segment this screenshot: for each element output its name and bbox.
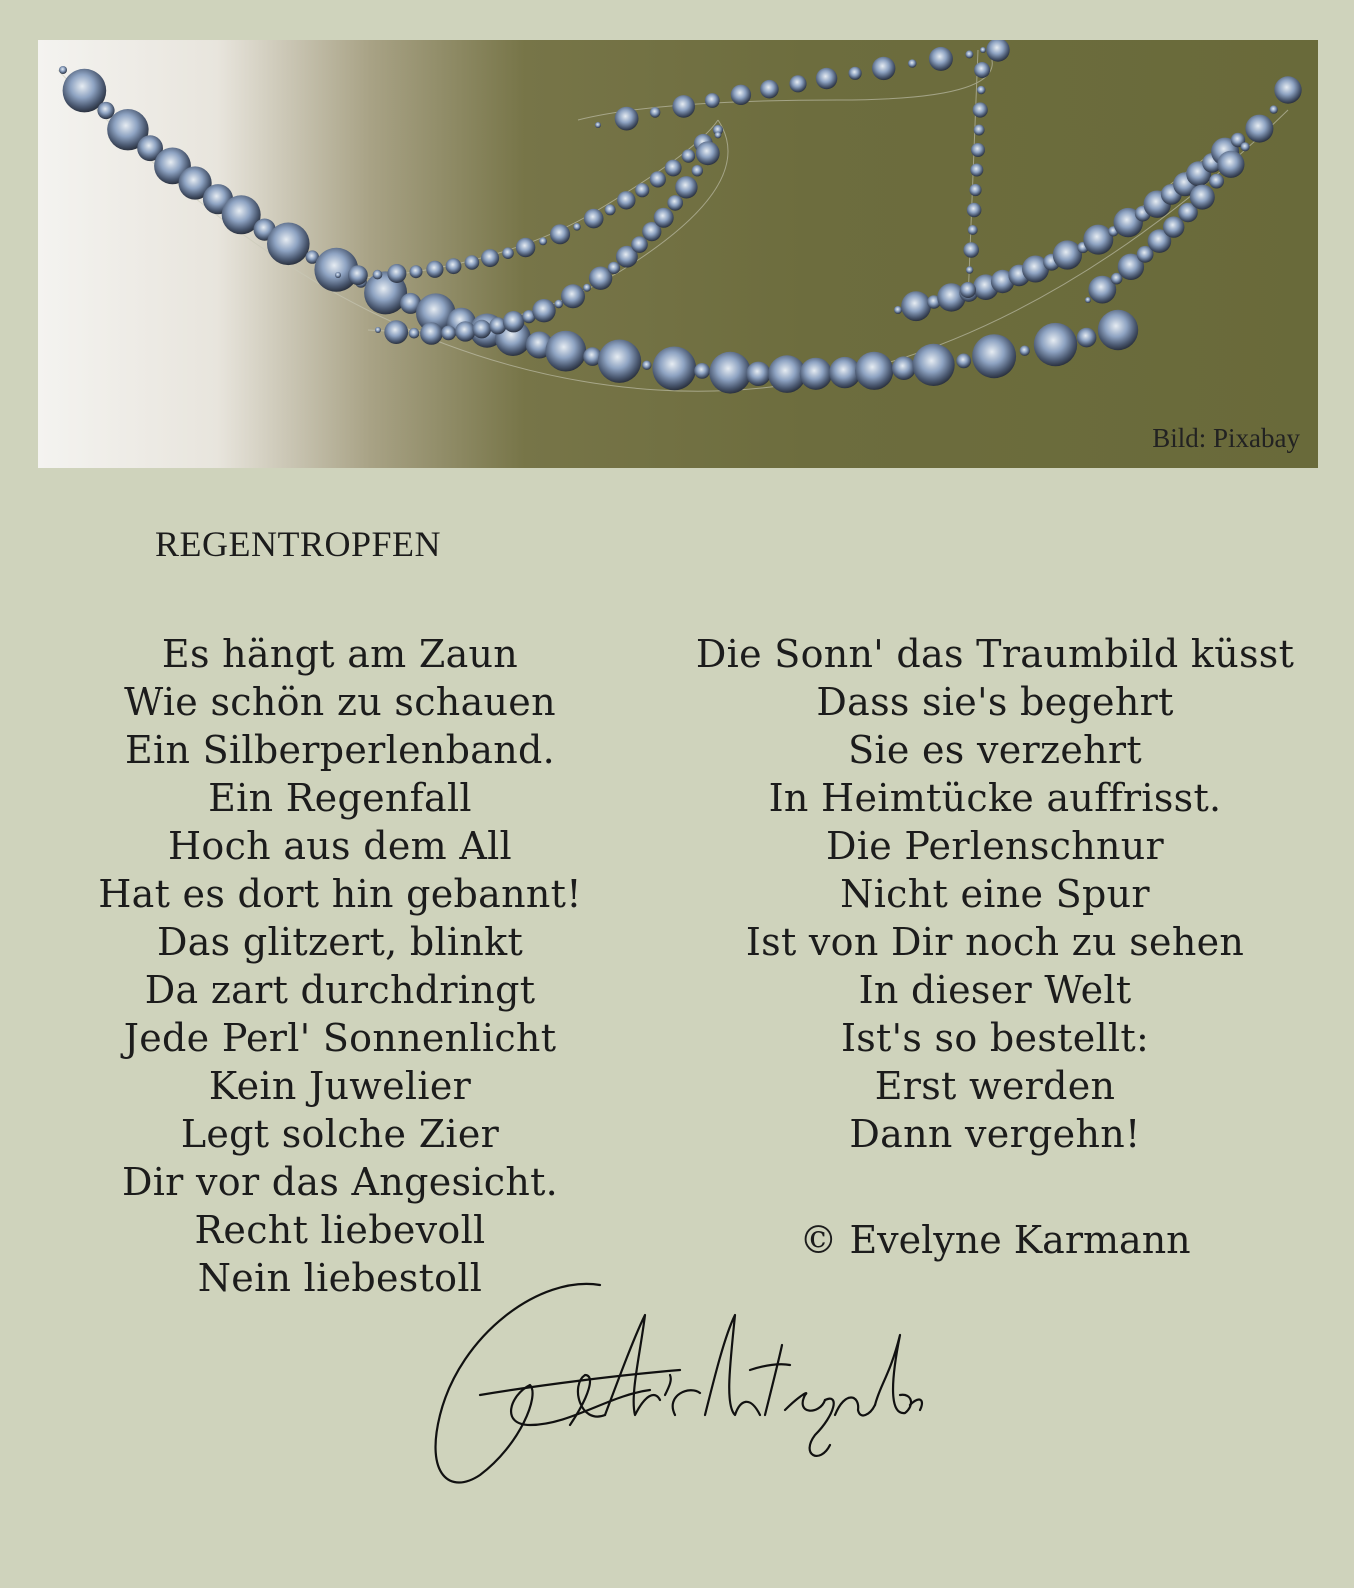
raindrop xyxy=(595,122,601,128)
raindrop xyxy=(969,184,981,196)
raindrop xyxy=(1217,151,1244,178)
poem-line-left: Kein Juwelier xyxy=(208,1064,472,1108)
raindrop xyxy=(855,352,893,390)
photo-credit: Bild: Pixabay xyxy=(1152,423,1300,453)
raindrop xyxy=(1270,105,1278,113)
raindrop xyxy=(516,238,535,257)
raindrop xyxy=(665,160,682,177)
raindrop xyxy=(960,282,976,298)
raindrop xyxy=(965,50,973,58)
raindrop xyxy=(1274,76,1301,103)
raindrop xyxy=(335,272,341,278)
raindrop xyxy=(420,322,443,345)
raindrop xyxy=(465,255,480,270)
raindrop xyxy=(550,224,570,244)
raindrop xyxy=(409,328,420,339)
raindrop xyxy=(554,300,563,309)
raindrop xyxy=(974,125,985,136)
raindrop xyxy=(913,344,955,386)
raindrop xyxy=(929,47,953,71)
raindrop xyxy=(348,265,368,285)
raindrop xyxy=(532,299,555,322)
raindrop xyxy=(441,326,456,341)
raindrop xyxy=(709,352,751,394)
raindrop xyxy=(970,164,983,177)
raindrop xyxy=(672,95,695,118)
poem-line-right: Ist von Dir noch zu sehen xyxy=(745,920,1245,964)
raindrop xyxy=(892,356,916,380)
poem-line-left: Das glitzert, blinkt xyxy=(156,920,524,964)
raindrop xyxy=(667,195,683,211)
poem-line-left: Ein Silberperlenband. xyxy=(124,728,555,772)
poem-line-left: Hat es dort hin gebannt! xyxy=(98,872,582,916)
raindrop xyxy=(789,75,806,92)
raindrop xyxy=(1085,297,1091,303)
raindrop xyxy=(1241,142,1250,151)
raindrop xyxy=(502,247,514,259)
poem-line-left: Dir vor das Angesicht. xyxy=(121,1160,559,1204)
raindrop xyxy=(731,85,751,105)
poem-line-left: Hoch aus dem All xyxy=(167,824,513,868)
raindrop xyxy=(968,225,978,235)
raindrop xyxy=(1020,346,1030,356)
raindrop xyxy=(617,191,635,209)
poem-line-left: Ein Regenfall xyxy=(208,776,472,820)
copyright-author: © Evelyne Karmann xyxy=(799,1218,1191,1262)
raindrop xyxy=(654,208,674,228)
poem-line-right: Ist's so bestellt: xyxy=(840,1016,1150,1060)
raindrop xyxy=(561,284,585,308)
raindrop xyxy=(746,362,770,386)
raindrop xyxy=(1245,115,1273,143)
raindrop xyxy=(872,57,895,80)
raindrop xyxy=(642,361,651,370)
raindrop xyxy=(615,107,639,131)
poem-line-left: Wie schön zu schauen xyxy=(124,680,556,724)
poem-line-left: Da zart durchdringt xyxy=(144,968,536,1012)
raindrop xyxy=(974,62,990,78)
raindrop xyxy=(894,306,902,314)
header-photo-raindrops xyxy=(38,40,1318,468)
raindrop xyxy=(692,165,703,176)
raindrop xyxy=(1053,240,1082,269)
raindrop xyxy=(1034,323,1077,366)
raindrop xyxy=(267,223,310,266)
poem-line-right: Sie es verzehrt xyxy=(848,728,1142,772)
raindrop-strands xyxy=(38,40,1318,468)
poem-line-right: Die Sonn' das Traumbild küsst xyxy=(695,632,1295,676)
raindrop xyxy=(682,149,695,162)
poem-line-left: Es hängt am Zaun xyxy=(161,632,519,676)
raindrop xyxy=(598,340,641,383)
raindrop xyxy=(675,176,697,198)
raindrop xyxy=(956,354,971,369)
raindrop xyxy=(760,80,779,99)
raindrop xyxy=(446,258,462,274)
raindrop xyxy=(605,204,616,215)
raindrop xyxy=(800,358,832,390)
raindrop xyxy=(908,59,917,68)
raindrop xyxy=(573,223,581,231)
raindrop xyxy=(715,132,722,139)
poem-title: REGENTROPFEN xyxy=(155,524,442,564)
poem-right-column xyxy=(660,630,1330,1158)
raindrop xyxy=(977,86,986,95)
raindrop xyxy=(1163,216,1184,237)
poem-line-left: Nein liebestoll xyxy=(197,1256,483,1300)
poem-line-right: Dass sie's begehrt xyxy=(816,680,1174,724)
raindrop xyxy=(503,311,524,332)
poem-line-right: Erst werden xyxy=(874,1064,1116,1108)
raindrop xyxy=(849,67,862,80)
raindrop xyxy=(455,321,475,341)
raindrop xyxy=(539,237,547,245)
poem-line-left: Legt solche Zier xyxy=(180,1112,500,1156)
raindrop xyxy=(816,68,837,89)
raindrop xyxy=(545,331,586,372)
raindrop xyxy=(1077,328,1097,348)
poem-line-left: Jede Perl' Sonnenlicht xyxy=(123,1016,557,1060)
poem-left-column xyxy=(60,630,620,1302)
raindrop xyxy=(967,203,982,218)
raindrop xyxy=(972,334,1016,378)
raindrop xyxy=(705,93,720,108)
raindrop xyxy=(980,47,986,53)
raindrop xyxy=(973,102,988,117)
raindrop xyxy=(373,270,383,280)
poem-line-right: In dieser Welt xyxy=(858,968,1132,1012)
raindrop xyxy=(901,291,931,321)
raindrop xyxy=(986,40,1009,62)
raindrop xyxy=(635,183,649,197)
raindrop xyxy=(971,143,985,157)
raindrop xyxy=(696,141,720,165)
raindrop xyxy=(473,320,492,339)
raindrop xyxy=(608,262,620,274)
raindrop xyxy=(583,284,591,292)
poem-line-right: In Heimtücke auffrisst. xyxy=(768,776,1222,820)
raindrop xyxy=(59,66,67,74)
raindrop xyxy=(650,171,666,187)
signature-logo xyxy=(420,1275,940,1505)
poem-line-right: Dann vergehn! xyxy=(849,1112,1141,1156)
raindrop xyxy=(387,264,406,283)
raindrop xyxy=(481,249,499,267)
raindrop xyxy=(631,236,648,253)
raindrop xyxy=(384,320,408,344)
raindrop xyxy=(650,107,661,118)
poem-line-right: Die Perlenschnur xyxy=(826,824,1164,868)
poem-line-left: Recht liebevoll xyxy=(194,1208,486,1252)
raindrop xyxy=(426,261,443,278)
raindrop xyxy=(963,242,979,258)
raindrop xyxy=(966,266,973,273)
raindrop xyxy=(584,209,604,229)
poem-line-right: Nicht eine Spur xyxy=(840,872,1150,916)
raindrop xyxy=(694,363,710,379)
raindrop xyxy=(375,327,381,333)
raindrop xyxy=(1190,185,1215,210)
raindrop xyxy=(410,265,423,278)
raindrop xyxy=(1098,310,1138,350)
raindrop xyxy=(652,347,696,391)
raindrop xyxy=(1209,174,1224,189)
